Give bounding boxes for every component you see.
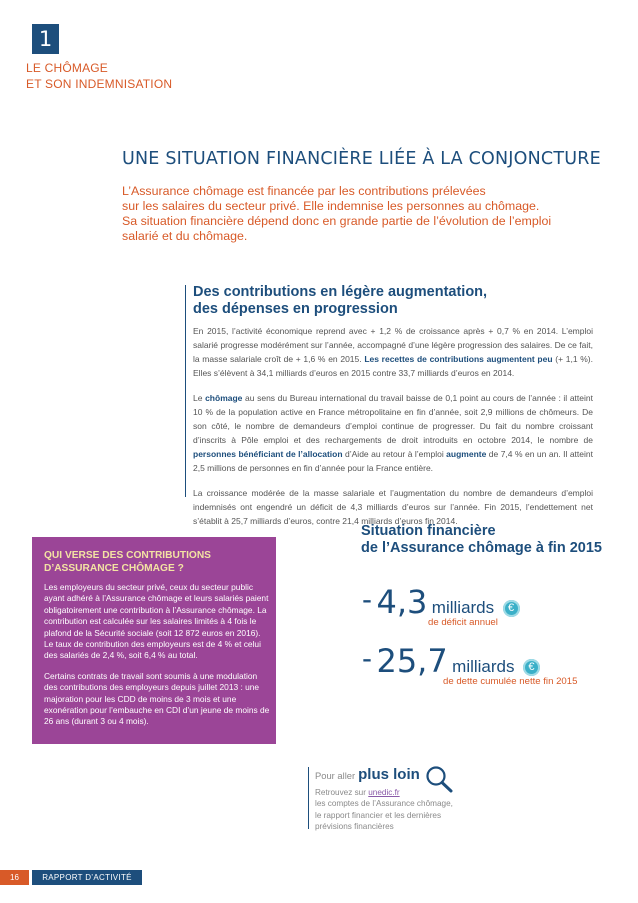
more-accent-bar	[308, 767, 309, 829]
debt-caption: de dette cumulée nette fin 2015	[443, 676, 578, 687]
chapter-number: 1	[32, 24, 59, 54]
section-title-line: Des contributions en légère augmentation,	[193, 284, 488, 300]
chapter-title	[26, 60, 172, 92]
lead-line: L’Assurance chômage est financée par les contributions prélevées	[122, 184, 486, 198]
more-text	[315, 787, 453, 832]
text-run: (+ 1,1 %). Elles s’élèvent à 34,1 milliards d’euros en 2015 contre 33,7 milliards d’euros en 2014.	[193, 354, 593, 378]
highlight-text: chômage	[205, 393, 243, 403]
more-emphasis: plus loin	[358, 766, 420, 783]
chapter-title-line: LE CHÔMAGE	[26, 61, 109, 75]
section-body	[193, 324, 593, 539]
section-paragraph-1	[193, 324, 593, 380]
lead-line: salarié et du chômage.	[122, 229, 248, 243]
highlight-text: augmente	[446, 449, 487, 459]
chapter-title-line: ET SON INDEMNISATION	[26, 77, 173, 91]
text-run: d’Aide au retour à l’emploi	[342, 449, 447, 459]
highlight-text: personnes bénéficiant de l’allocation	[193, 449, 343, 459]
deficit-unit: milliards	[431, 598, 495, 617]
euro-icon: €	[503, 600, 520, 617]
more-line: le rapport financier et les dernières	[315, 810, 442, 820]
section-paragraph-3: La croissance modérée de la masse salariale et l’augmentation du nombre de demandeurs d’emploi indemnisés ont engendré un déficit de 4,3 milliards d’euros sur l’année. Fin 2015, l’endettement net s’établit à 25,7 milliards d’euros, contre 21,4 milliards d’euros fin 2014.	[193, 488, 593, 526]
debt-unit: milliards	[452, 657, 515, 676]
debt-value: 25,7	[376, 642, 448, 680]
deficit-caption: de déficit annuel	[428, 617, 498, 628]
more-heading	[315, 766, 420, 784]
highlight-text: Les recettes de contributions augmentent peu	[364, 354, 553, 364]
minus-sign: -	[362, 642, 372, 675]
minus-sign: -	[362, 583, 372, 616]
page-number: 16	[0, 870, 29, 885]
more-prefix: Pour aller	[315, 770, 356, 781]
info-box-title-line: QUI VERSE DES CONTRIBUTIONS	[44, 550, 211, 561]
more-line: prévisions financières	[315, 821, 394, 831]
text-run: de 7,4 % en un an. Il atteint 2,5 millions de personnes en fin d’année pour la France entière.	[193, 449, 593, 473]
section-paragraph-2	[193, 391, 593, 475]
lead-paragraph	[122, 184, 552, 244]
text-run: au sens du Bureau international du travail baisse de 0,1 point au cours de l’année : il atteint 10 % de la population active en France métropolitaine en fin d’année, soit 2,9 millions de chômeurs. De son côté, le nombre de demandeurs d’emploi continue de progresser. Du fait du nombre croissant d’inscrits à Pôle emploi et des rechargements de droit introduits en octobre 2014, le nombre de	[193, 393, 593, 445]
deficit-value: 4,3	[376, 583, 428, 621]
page-title: UNE SITUATION FINANCIÈRE LIÉE À LA CONJONCTURE	[122, 149, 601, 169]
finance-title	[361, 523, 602, 557]
unedic-link[interactable]: unedic.fr	[368, 788, 400, 797]
section-title	[193, 284, 487, 318]
text-run: En 2015, l’activité économique reprend avec + 1,2 % de croissance après + 0,7 % en 2014. L’emploi salarié progresse modérément sur l’année, accompagné d’une légère progression des salaires. De ce fait, la masse salariale croît de + 1,6 % en 2015.	[193, 326, 593, 364]
info-box-title-line: D’ASSURANCE CHÔMAGE ?	[44, 563, 184, 574]
lead-line: Sa situation financière dépend donc en grande partie de l’évolution de l’emploi	[122, 214, 552, 228]
finance-title-line: de l’Assurance chômage à fin 2015	[361, 540, 602, 556]
text-run: Retrouvez sur	[315, 788, 369, 797]
info-box-text	[44, 582, 270, 737]
debt-figure	[362, 642, 540, 680]
footer-label: RAPPORT D’ACTIVITÉ 2015	[32, 870, 142, 885]
lead-line: sur les salaires du secteur privé. Elle indemnise les personnes au chômage.	[122, 199, 540, 213]
info-box	[32, 537, 276, 744]
info-box-paragraph: Certains contrats de travail sont soumis à une modulation des contributions des employeurs depuis juillet 2013 : une majoration pour les CDD de moins de 3 mois et une exonération pour l’embauche en CDI d’un jeune de moins de 26 ans (durant 3 ou 4 mois).	[44, 670, 270, 727]
euro-icon: €	[523, 659, 540, 676]
section-accent-bar	[185, 285, 186, 497]
finance-title-line: Situation financière	[361, 523, 496, 539]
info-box-title	[44, 549, 211, 575]
more-line: les comptes de l’Assurance chômage,	[315, 799, 453, 809]
section-title-line: des dépenses en progression	[193, 301, 398, 317]
more-line	[315, 787, 453, 798]
deficit-figure	[362, 583, 520, 621]
text-run: Le	[193, 393, 206, 403]
info-box-paragraph: Les employeurs du secteur privé, ceux du secteur public ayant adhéré à l’Assurance chômage et leurs salariés paient obligatoirement une contribution à l’Assurance chômage. La contribution est calculée sur les salaires limités à 4 fois le plafond de la Sécurité sociale (soit 12 872 euros en 2016). Le taux de contribution des employeurs est de 4 % et celui des salariés de 2,4 %, soit 6,4 % au total.	[44, 582, 269, 661]
